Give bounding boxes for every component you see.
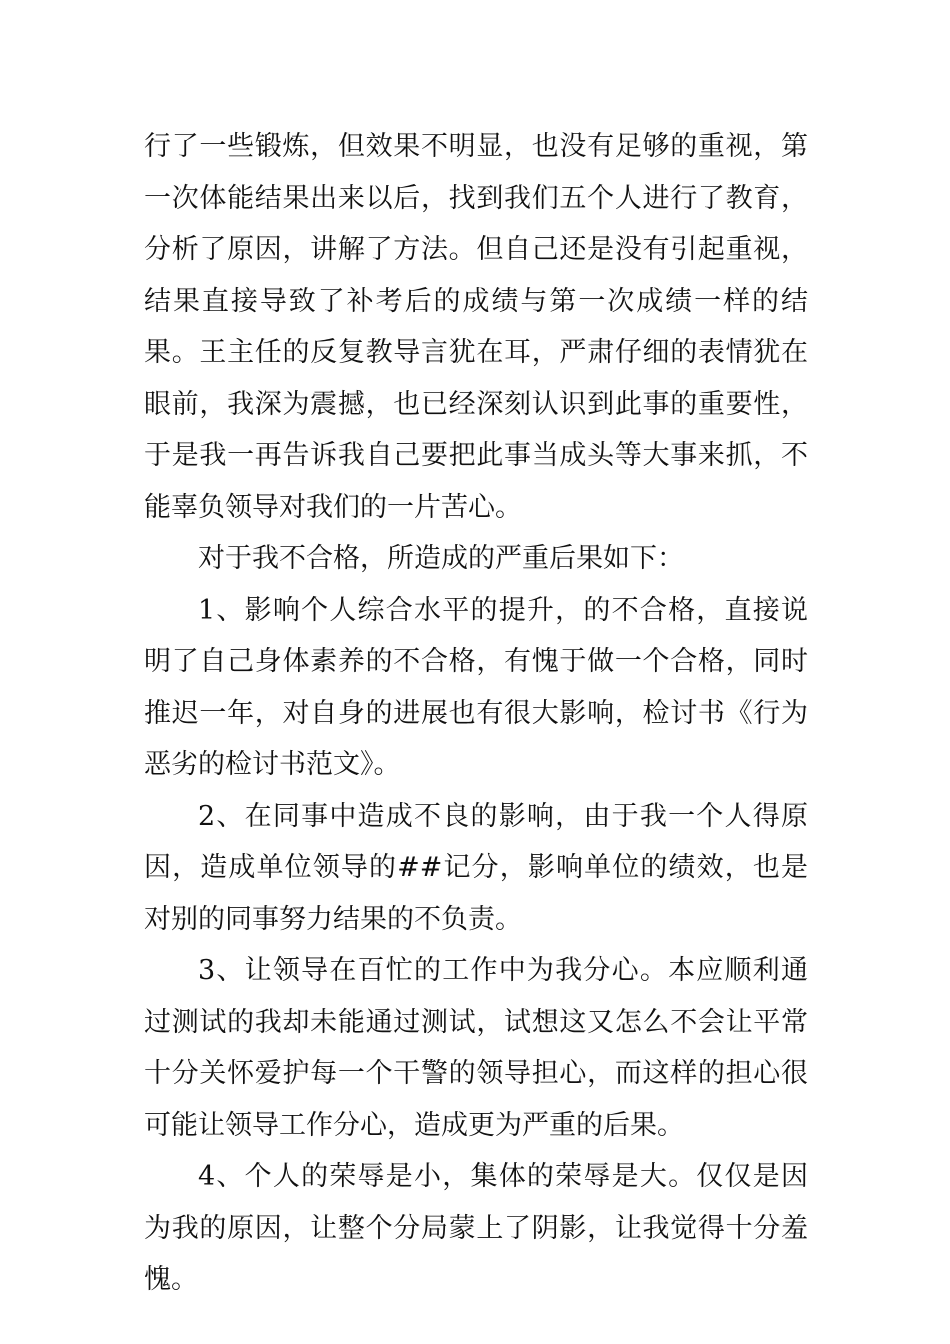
paragraph-item-3: 3、让领导在百忙的工作中为我分心。本应顺利通过测试的我却未能通过测试，试想这又怎么不会让平常十分关怀爱护每一个干警的领导担心，而这样的担心很可能让领导工作分心，造成更为严重的后果。 <box>144 955 808 1141</box>
paragraph-consequences-intro: 对于我不合格，所造成的严重后果如下： <box>198 543 684 574</box>
paragraph-item-4: 4、个人的荣辱是小，集体的荣辱是大。仅仅是因为我的原因，让整个分局蒙上了阴影，让我觉得十分羞愧。 <box>144 1161 808 1295</box>
document-body <box>144 121 808 1306</box>
paragraph-item-1: 1、影响个人综合水平的提升，的不合格，直接说明了自己身体素养的不合格，有愧于做一个合格，同时推迟一年，对自身的进展也有很大影响，检讨书《行为恶劣的检讨书范文》。 <box>144 594 808 780</box>
paragraph-continuation: 行了一些锻炼，但效果不明显，也没有足够的重视，第一次体能结果出来以后，找到我们五个人进行了教育，分析了原因，讲解了方法。但自己还是没有引起重视，结果直接导致了补考后的成绩与第一次成绩一样的结果。王主任的反复教导言犹在耳，严肃仔细的表情犹在眼前，我深为震撼，也已经深刻认识到此事的重要性，于是我一再告诉我自己要把此事当成头等大事来抓，不能辜负领导对我们的一片苦心。 <box>144 131 808 523</box>
paragraph-item-2: 2、在同事中造成不良的影响，由于我一个人得原因，造成单位领导的##记分，影响单位的绩效，也是对别的同事努力结果的不负责。 <box>144 800 808 935</box>
